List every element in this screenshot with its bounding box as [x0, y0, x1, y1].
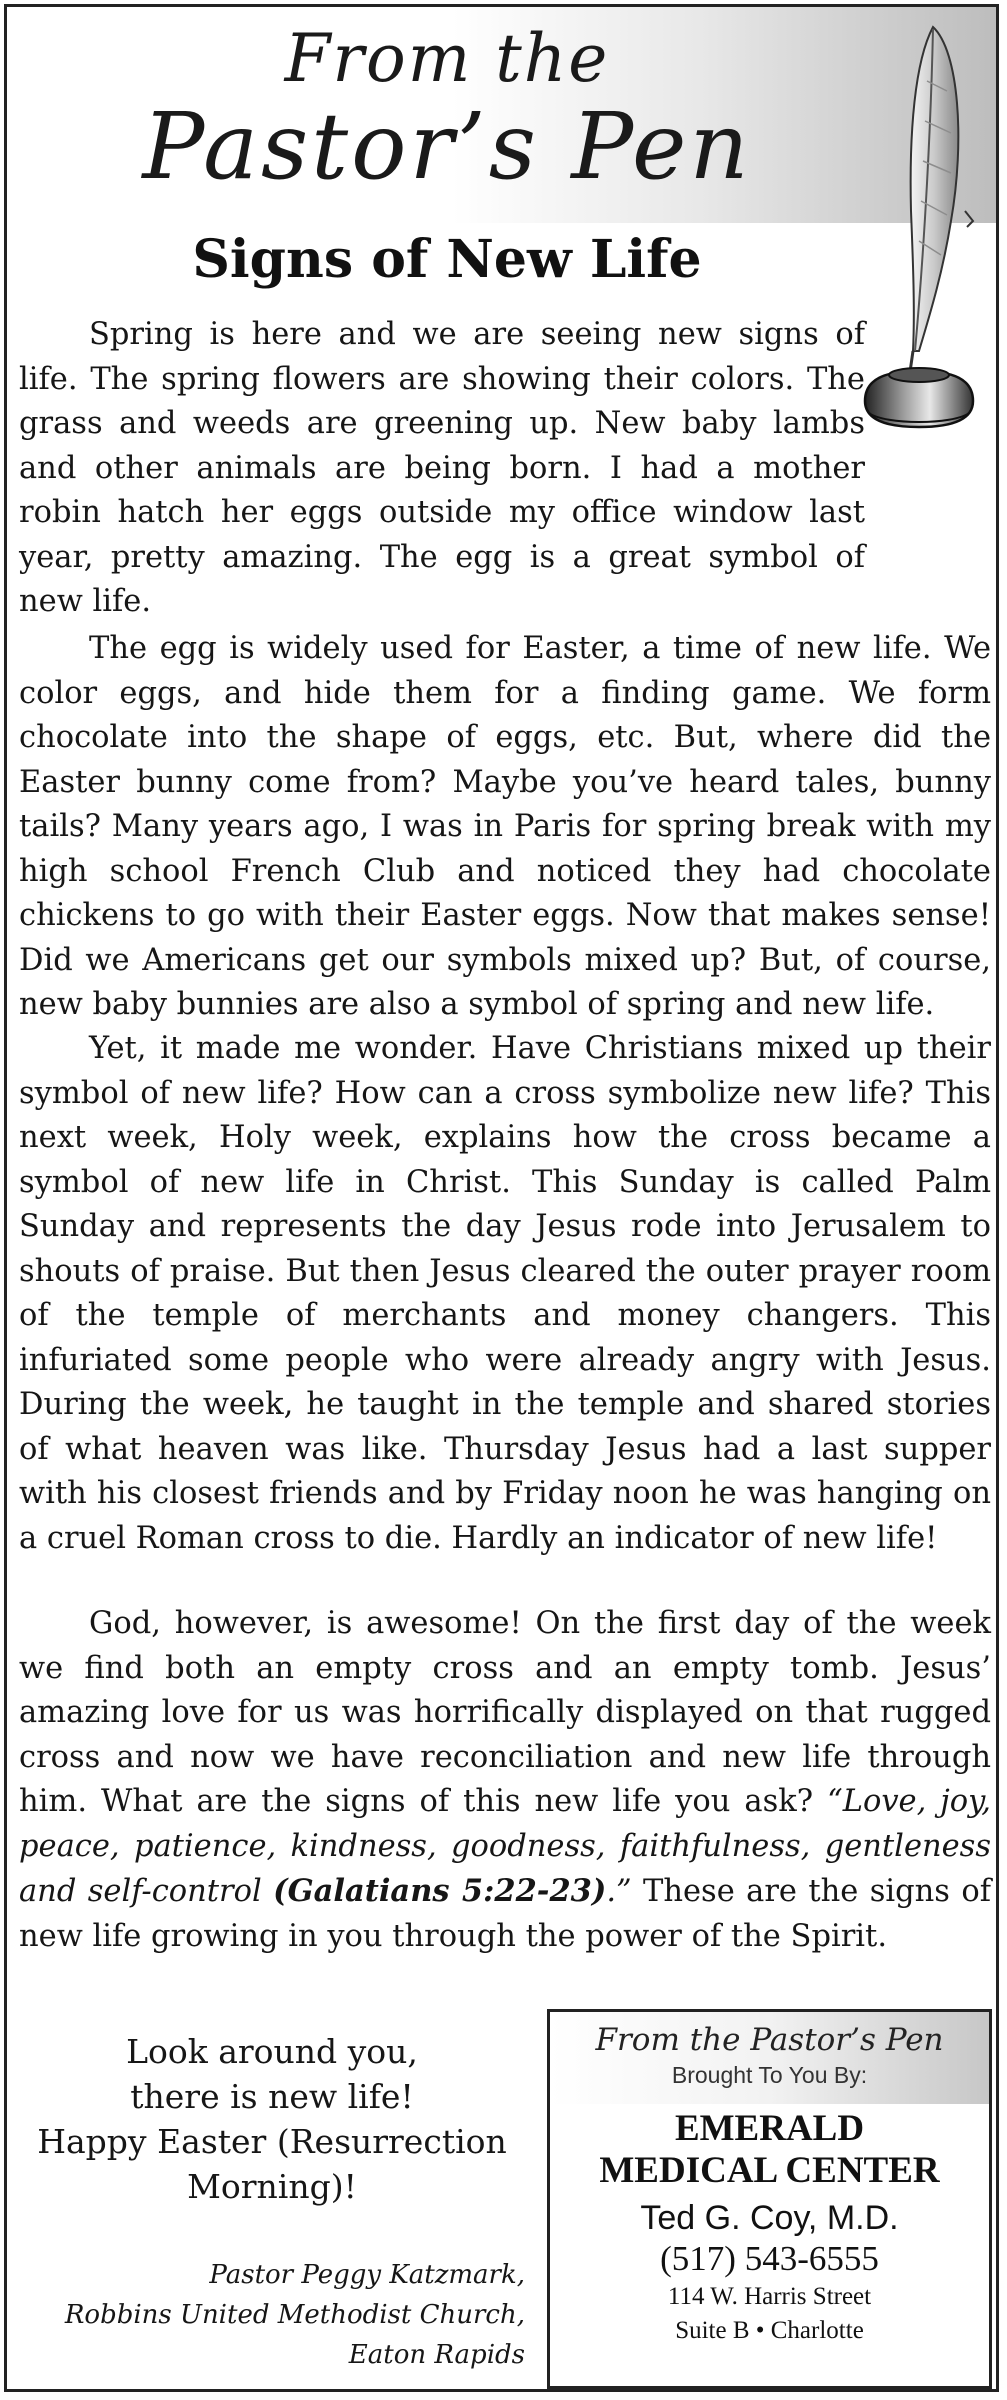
closing-line-1: Look around you,: [126, 2032, 418, 2071]
sponsor-address-2: Suite B • Charlotte: [675, 2317, 864, 2344]
article-paragraph-4: [19, 1602, 991, 1959]
paragraph-4-text-start: God, however, is awesome! On the first day of the week we find both an empty cross and an empty tomb. Jesus’ amazing love for us was horrifically displayed on that rugged cross and now we have reconciliation and new life through him. What are the signs of this new life you ask?: [19, 1606, 991, 1819]
article-paragraph-1: Spring is here and we are seeing new signs of life. The spring flowers are showing their colors. The grass and weeds are greening up. New baby lambs and other animals are being born. I had a mother robin hatch her eggs outside my office window last year, pretty amazing. The egg is a great symbol of new life.: [19, 317, 865, 619]
paragraph-4-text-end: These are the signs of new life growing in you through the power of the Spirit.: [19, 1874, 992, 1954]
masthead-line-1: From the: [284, 20, 610, 97]
sponsor-company-line-1: EMERALD: [674, 2108, 865, 2149]
sponsor-address-1: 114 W. Harris Street: [667, 2283, 872, 2310]
closing-line-4: Morning)!: [187, 2167, 357, 2206]
author-signature: [17, 2255, 525, 2375]
scripture-reference: (Galatians 5:22-23): [273, 1873, 607, 1909]
masthead: [7, 7, 996, 223]
author-name: Pastor Peggy Katzmark,: [209, 2260, 525, 2290]
article-headline: Signs of New Life: [192, 229, 702, 290]
author-city: Eaton Rapids: [348, 2340, 525, 2370]
closing-line-2: there is new life!: [130, 2077, 414, 2116]
sponsor-box: [547, 2009, 992, 2389]
scripture-quote-text: “Love, joy, peace, patience, kindness, goodness, faithfulness, gentleness and self-control: [19, 1784, 992, 1909]
sponsor-phone: (517) 543-6555: [660, 2239, 879, 2278]
closing-line-3: Happy Easter (Resurrection: [37, 2122, 507, 2161]
article-paragraph-3: Yet, it made me wonder. Have Christians mixed up their symbol of new life? How can a cross symbolize new life? This next week, Holy week, explains how the cross became a symbol of new life in Christ. This Sunday is called Palm Sunday and represents the day Jesus rode into Jerusalem to shouts of praise. But then Jesus cleared the outer prayer room of the temple of merchants and money changers. This infuriated some people who were already angry with Jesus. During the week, he taught in the temple and shared stories of what heaven was like. Thursday Jesus had a last supper with his closest friends and by Friday noon he was hanging on a cruel Roman cross to die. Hardly an indicator of new life!: [19, 1031, 991, 1556]
masthead-title: Pastor’s Pen: [142, 93, 752, 200]
sponsor-header-band: [550, 2012, 989, 2104]
advertisement-page: [4, 4, 999, 2392]
sponsor-brought-by: Brought To You By:: [671, 2062, 868, 2088]
sponsor-company-line-2: MEDICAL CENTER: [599, 2150, 940, 2191]
sponsor-column-name: From the Pastor’s Pen: [595, 2022, 944, 2058]
sponsor-doctor: Ted G. Coy, M.D.: [640, 2199, 899, 2237]
author-church: Robbins United Methodist Church,: [64, 2300, 525, 2330]
scripture-quote-end: .”: [606, 1874, 632, 1909]
closing-message: [37, 2029, 507, 2209]
article-paragraph-2: The egg is widely used for Easter, a time of new life. We color eggs, and hide them for a finding game. We form chocolate into the shape of eggs, etc. But, where did the Easter bunny come from? Maybe you’ve heard tales, bunny tails? Many years ago, I was in Paris for spring break with my high school French Club and noticed they had chocolate chickens to go with their Easter eggs. Now that makes sense! Did we Americans get our symbols mixed up? But, of course, new baby bunnies are also a symbol of spring and new life.: [19, 631, 991, 1022]
